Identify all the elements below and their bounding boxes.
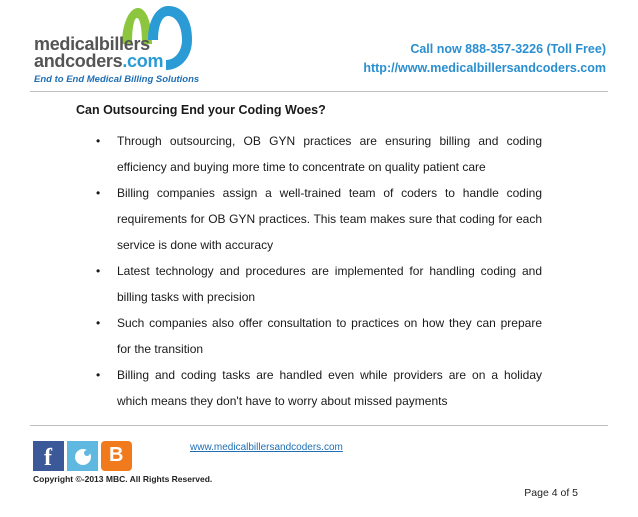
list-item	[96, 362, 542, 414]
footer-divider	[30, 425, 608, 426]
header-divider	[30, 91, 608, 92]
bullet-icon: •	[96, 264, 101, 278]
list-item	[96, 128, 542, 180]
list-item	[96, 310, 542, 362]
list-item	[96, 180, 542, 258]
bullet-icon: •	[96, 316, 101, 330]
list-item-text: Billing and coding tasks are handled even while providers are on a holiday which means they don't have to worry about missed payments	[117, 368, 542, 408]
list-item-text: Through outsourcing, OB GYN practices are ensuring billing and coding efficiency and buying more time to concentrate on quality patient care	[117, 134, 542, 174]
tagline: End to End Medical Billing Solutions	[34, 74, 200, 85]
bullet-icon: •	[96, 186, 101, 200]
copyright-text: Copyright ©-2013 MBC. All Rights Reserved.	[33, 474, 213, 484]
footer-website-link[interactable]: www.medicalbillersandcoders.com	[190, 442, 343, 453]
logo-wordmark	[34, 36, 163, 70]
logo-line1: medicalbillers	[34, 34, 150, 54]
twitter-icon[interactable]	[67, 441, 98, 471]
list-item-text: Billing companies assign a well-trained team of coders to handle coding requirements for OB GYN practices. This team makes sure that coding for each service is done with accuracy	[117, 186, 542, 252]
facebook-icon[interactable]: f	[33, 441, 64, 471]
blogger-icon[interactable]: B	[101, 441, 132, 471]
logo-line2	[34, 53, 163, 70]
list-item-text: Such companies also offer consultation to practices on how they can prepare for the transition	[117, 316, 542, 356]
page-number: Page 4 of 5	[524, 487, 578, 499]
bullet-icon: •	[96, 134, 101, 148]
logo-line2-main: andcoders	[34, 51, 123, 71]
bullet-icon: •	[96, 368, 101, 382]
section-heading: Can Outsourcing End your Coding Woes?	[76, 103, 326, 117]
website-link[interactable]: http://www.medicalbillersandcoders.com	[363, 61, 606, 75]
call-text: Call now 888-357-3226 (Toll Free)	[410, 42, 606, 56]
logo-line2-suffix: .com	[122, 51, 164, 71]
list-item-text: Latest technology and procedures are implemented for handling coding and billing tasks with precision	[117, 264, 542, 304]
list-item	[96, 258, 542, 310]
social-icons	[33, 441, 132, 471]
bullet-list	[96, 128, 542, 414]
contact-block	[363, 40, 606, 78]
